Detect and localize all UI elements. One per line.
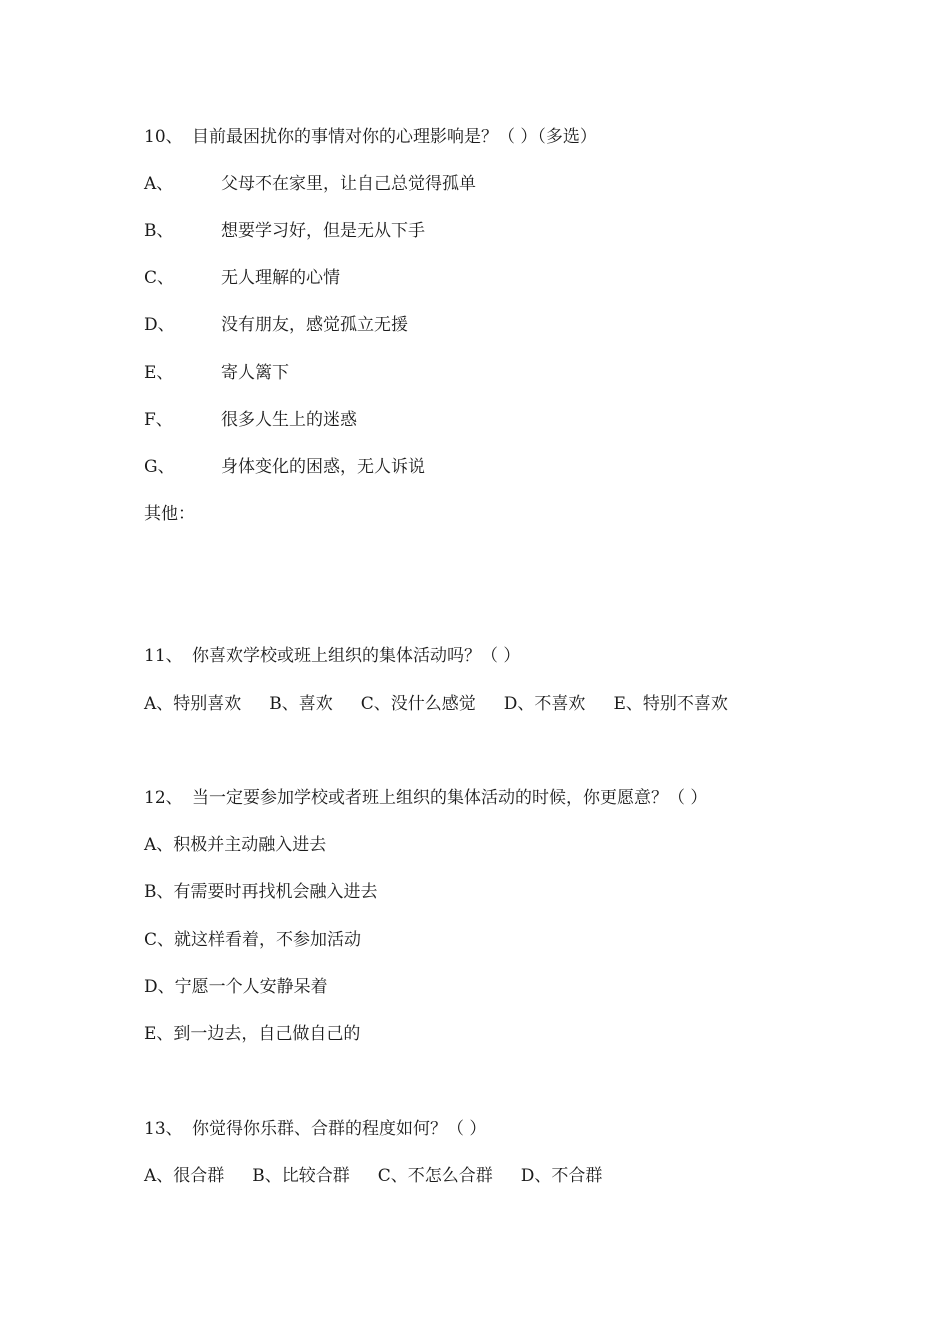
option-text: 身体变化的困惑，无人诉说 [221, 457, 425, 477]
question-10 [144, 126, 597, 148]
option-text: E、特别不喜欢 [613, 694, 728, 714]
option-row [144, 1165, 630, 1187]
option-text: B、比较合群 [252, 1166, 350, 1186]
question-number: 13、 [144, 1119, 183, 1139]
option-row [144, 409, 357, 431]
option-letter: B、 [144, 221, 174, 241]
option-letter: D、 [144, 315, 175, 335]
option-row [144, 173, 476, 195]
option-row: B、有需要时再找机会融入进去 [144, 882, 378, 902]
question-11 [144, 645, 520, 667]
option-row [144, 314, 408, 336]
question-text: 你觉得你乐群、合群的程度如何？（ ） [192, 1119, 487, 1139]
option-text: D、不喜欢 [503, 694, 586, 714]
question-text: 目前最困扰你的事情对你的心理影响是？（ ）（多选） [192, 127, 597, 147]
question-text: 你喜欢学校或班上组织的集体活动吗？（ ） [192, 646, 521, 666]
option-row [144, 362, 289, 384]
option-text: 无人理解的心情 [221, 268, 340, 288]
question-text: 当一定要参加学校或者班上组织的集体活动的时候，你更愿意？（ ） [192, 788, 708, 808]
question-number: 12、 [144, 788, 183, 808]
option-text: 父母不在家里，让自己总觉得孤单 [221, 174, 476, 194]
option-row [144, 220, 425, 242]
option-letter: F、 [144, 410, 173, 430]
option-row [144, 267, 340, 289]
option-text: 想要学习好，但是无从下手 [221, 221, 425, 241]
option-row: E、到一边去，自己做自己的 [144, 1024, 361, 1044]
option-letter: C、 [144, 268, 175, 288]
option-text: D、不合群 [520, 1166, 603, 1186]
question-number: 10、 [144, 127, 183, 147]
option-row: A、积极并主动融入进去 [144, 835, 327, 855]
option-text: 没有朋友，感觉孤立无援 [221, 315, 408, 335]
option-row [144, 456, 425, 478]
option-text: B、喜欢 [269, 694, 333, 714]
question-13 [144, 1118, 486, 1140]
option-letter: A、 [144, 174, 174, 194]
option-text: A、特别喜欢 [144, 694, 242, 714]
option-text: C、不怎么合群 [377, 1166, 493, 1186]
option-text: A、很合群 [144, 1166, 225, 1186]
option-text: 寄人篱下 [221, 363, 289, 383]
question-12 [144, 787, 707, 809]
option-letter: E、 [144, 363, 174, 383]
option-letter: G、 [144, 457, 175, 477]
option-row [144, 693, 756, 715]
other-label: 其他： [144, 504, 195, 524]
question-number: 11、 [144, 646, 183, 666]
option-text: 很多人生上的迷惑 [221, 410, 357, 430]
option-text: C、没什么感觉 [360, 694, 476, 714]
option-row: C、就这样看着，不参加活动 [144, 930, 362, 950]
option-row: D、宁愿一个人安静呆着 [144, 977, 328, 997]
